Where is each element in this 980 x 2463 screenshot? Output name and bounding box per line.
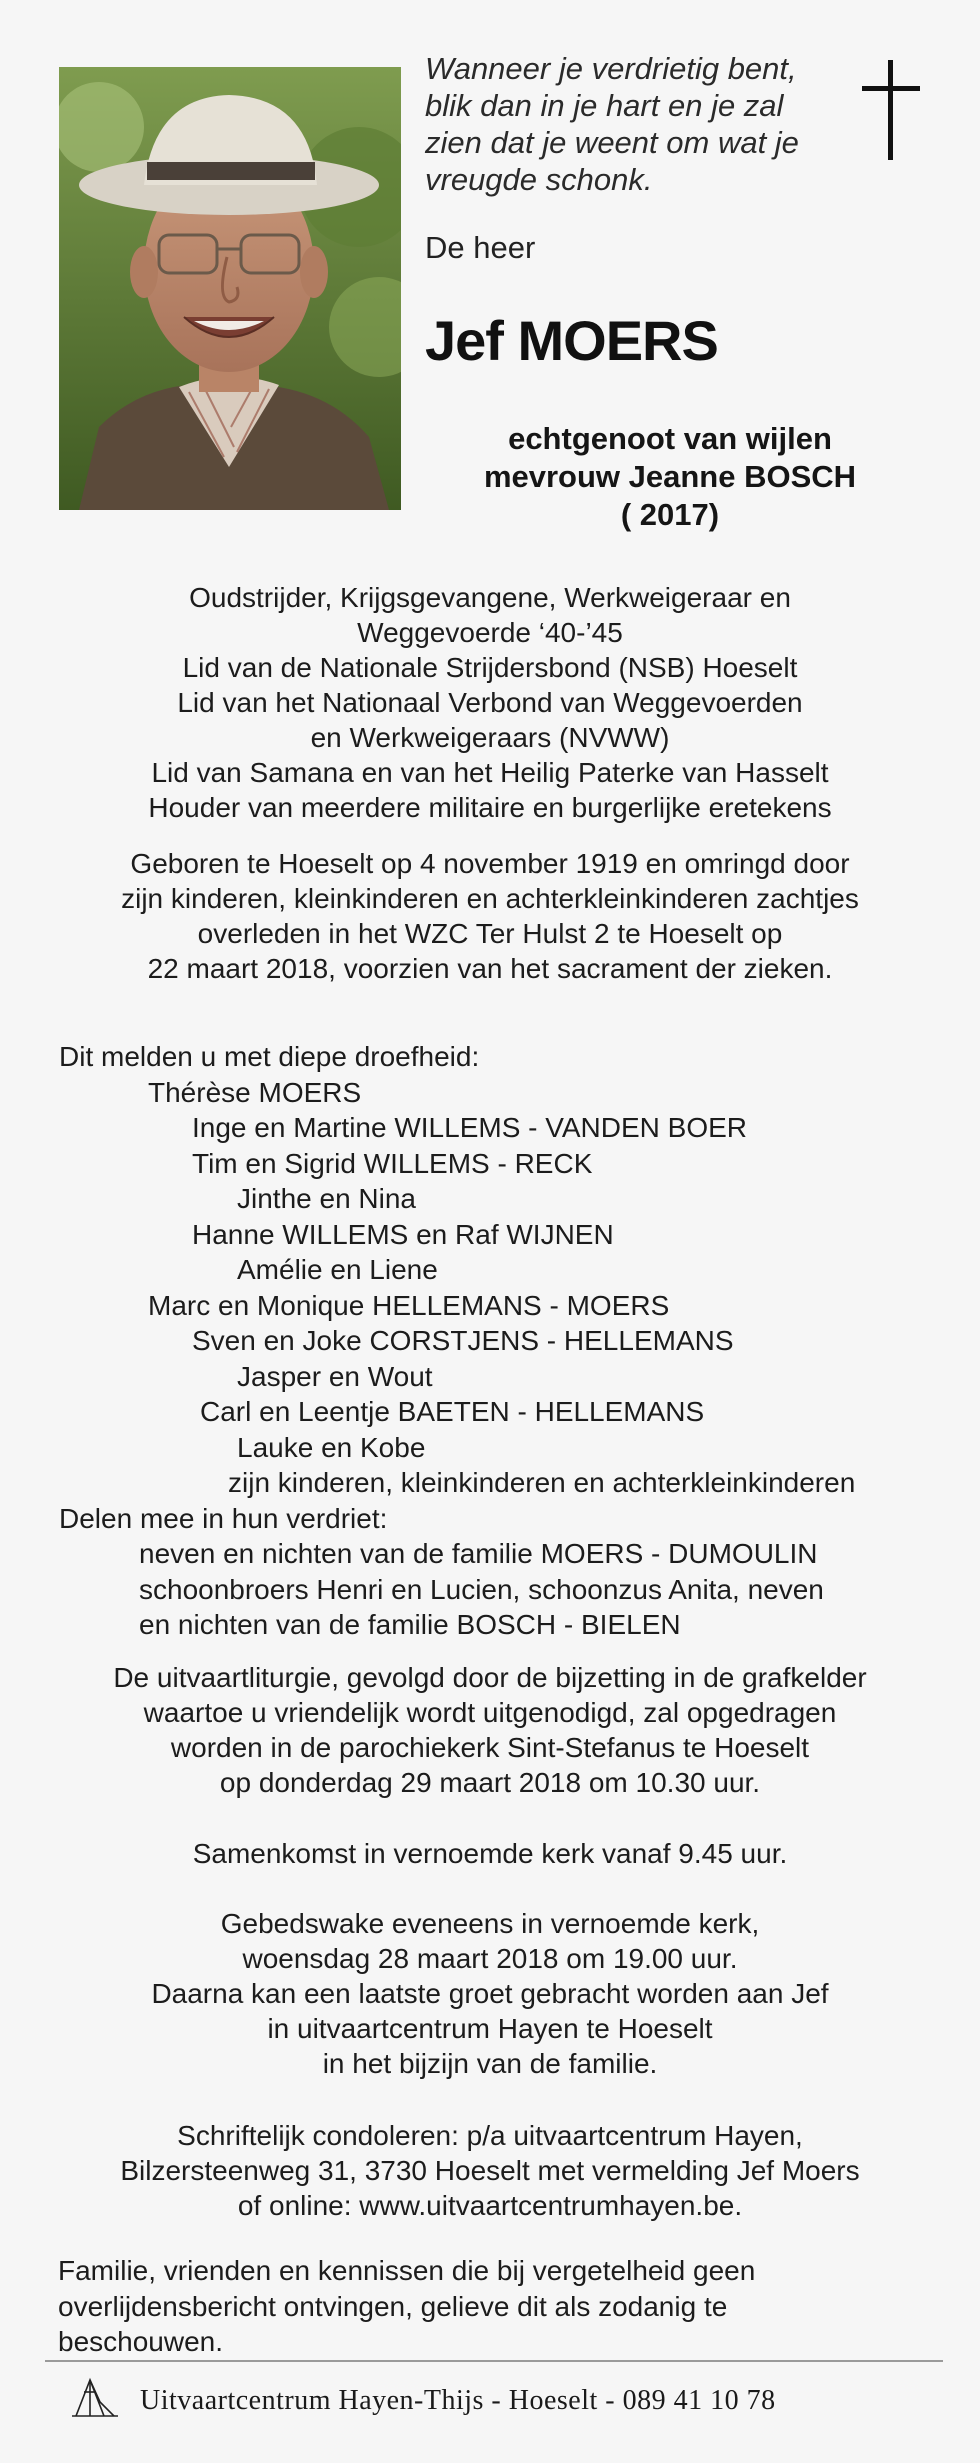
titles-block [40,580,940,825]
birth-death-block [40,846,940,986]
family-line: Marc en Monique HELLEMANS - MOERS [148,1289,670,1321]
closing-line: overlijdensbericht ontvingen, gelieve dit als zodanig te [58,2290,728,2322]
condolences-line: Schriftelijk condoleren: p/a uitvaartcentrum Hayen, [177,2120,803,2151]
closing-block [58,2253,918,2360]
condolences-line: Bilzersteenweg 31, 3730 Hoeselt met vermelding Jef Moers [120,2155,860,2186]
poem-line: vreugde schonk. [425,162,653,197]
family-line: Jinthe en Nina [237,1183,417,1214]
family-line: Lauke en Kobe [237,1431,426,1463]
funeral-line: waartoe u vriendelijk wordt uitgenodigd, zal opgedragen [143,1697,837,1728]
family-line: Amélie en Liene [237,1254,438,1285]
titles-line: Lid van Samana en van het Heilig Paterke van Hasselt [151,757,829,788]
share-line: en nichten van de familie BOSCH - BIELEN [139,1609,681,1640]
footer-divider [45,2360,943,2362]
wake-line: woensdag 28 maart 2018 om 19.00 uur. [242,1943,738,1974]
wake-line: in het bijzijn van de familie. [322,2048,658,2079]
spouse-line: ( 2017) [620,497,720,532]
mourners-intro: Dit melden u met diepe droefheid: [59,1041,480,1072]
family-line: Inge en Martine WILLEMS - VANDEN BOER [192,1112,747,1143]
share-line: neven en nichten van de familie MOERS - DUMOULIN [139,1538,818,1569]
family-summary: zijn kinderen, kleinkinderen en achterkleinkinderen [228,1467,856,1498]
portrait-photo [59,67,401,510]
family-line: Sven en Joke CORSTJENS - HELLEMANS [192,1325,734,1356]
wake-line: Gebedswake eveneens in vernoemde kerk, [220,1908,760,1939]
condolences-block [40,2118,940,2223]
wake-block [40,1906,940,2081]
spouse-line: echtgenoot van wijlen [508,421,832,456]
poem-line: blik dan in je hart en je zal [425,88,784,123]
wake-line: in uitvaartcentrum Hayen te Hoeselt [267,2013,713,2044]
cross-icon [862,60,920,160]
funeral-home-logo-icon [70,2372,120,2422]
birth-line: overleden in het WZC Ter Hulst 2 te Hoeselt op [197,918,783,949]
poem [425,50,845,198]
funeral-line: op donderdag 29 maart 2018 om 10.30 uur. [219,1767,761,1798]
funeral-line: De uitvaartliturgie, gevolgd door de bijzetting in de grafkelder [113,1662,867,1693]
birth-line: zijn kinderen, kleinkinderen en achterkleinkinderen zachtjes [121,883,859,914]
family-line: Carl en Leentje BAETEN - HELLEMANS [200,1396,705,1427]
titles-line: Houder van meerdere militaire en burgerlijke eretekens [148,792,832,823]
spouse-line: mevrouw Jeanne BOSCH [483,459,857,494]
closing-line: Familie, vrienden en kennissen die bij vergetelheid geen [58,2255,756,2286]
titles-line: en Werkweigeraars (NVWW) [310,722,670,753]
closing-line: beschouwen. [58,2326,224,2357]
title-prefix: De heer [425,230,536,265]
funeral-line: worden in de parochiekerk Sint-Stefanus te Hoeselt [170,1732,810,1763]
share-intro: Delen mee in hun verdriet: [59,1502,388,1534]
spouse-info [400,420,940,534]
gathering-line: Samenkomst in vernoemde kerk vanaf 9.45 uur. [192,1838,788,1869]
titles-line: Lid van het Nationaal Verbond van Weggevoerden [177,687,803,718]
family-line: Thérèse MOERS [148,1076,362,1108]
family-line: Tim en Sigrid WILLEMS - RECK [192,1147,593,1179]
birth-line: 22 maart 2018, voorzien van het sacrament der zieken. [147,953,833,984]
family-line: Jasper en Wout [237,1360,433,1392]
titles-line: Lid van de Nationale Strijdersbond (NSB) Hoeselt [182,652,798,683]
birth-line: Geboren te Hoeselt op 4 november 1919 en omringd door [130,848,850,879]
titles-line: Weggevoerde ‘40-’45 [357,617,623,648]
titles-line: Oudstrijder, Krijgsgevangene, Werkweigeraar en [189,582,791,613]
condolences-line: of online: www.uitvaartcentrumhayen.be. [237,2190,743,2221]
footer-text: Uitvaartcentrum Hayen-Thijs - Hoeselt - 089 41 10 78 [140,2385,776,2416]
family-line: Hanne WILLEMS en Raf WIJNEN [192,1218,614,1250]
share-line: schoonbroers Henri en Lucien, schoonzus Anita, neven [139,1573,824,1605]
funeral-block [40,1660,940,1800]
poem-line: zien dat je weent om wat je [425,125,799,160]
wake-line: Daarna kan een laatste groet gebracht worden aan Jef [151,1978,829,2009]
deceased-name: Jef MOERS [425,309,718,372]
poem-line: Wanneer je verdrietig bent, [425,51,797,86]
